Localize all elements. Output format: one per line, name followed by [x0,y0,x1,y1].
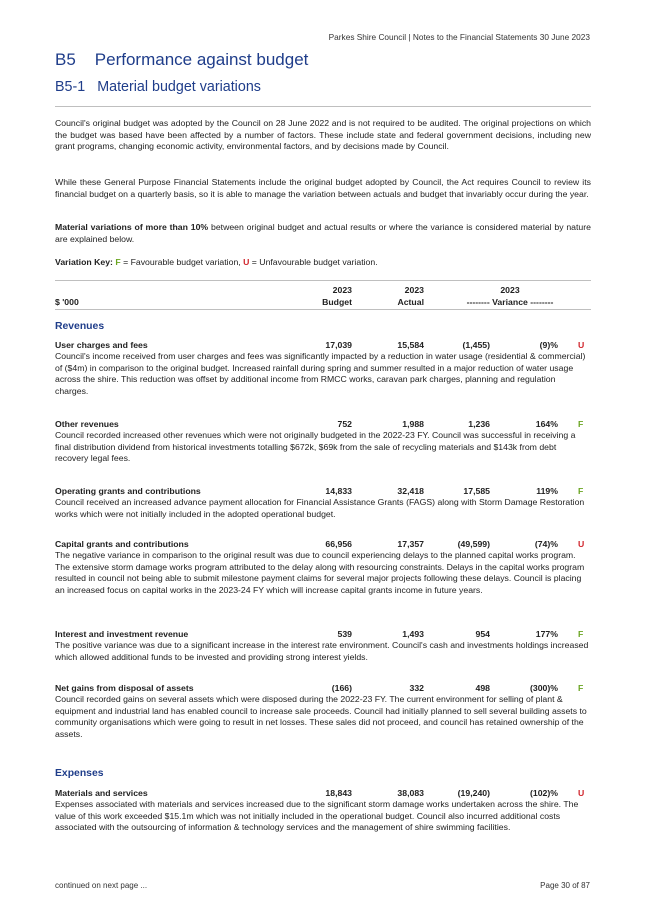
section-heading [55,50,308,70]
row-flag: U [578,340,585,350]
running-header: Parkes Shire Council | Notes to the Financial Statements 30 June 2023 [328,32,590,42]
col-variance-header: -------- Variance -------- [466,297,554,307]
subsection-number: B5-1 [55,79,86,95]
row-variance: 17,585 [463,486,490,496]
row-variance-pct: 164% [535,419,558,429]
key-f-text: = Favourable budget variation, [120,257,244,267]
row-variance-pct: (74)% [534,539,558,549]
row-variance-pct: (9)% [539,340,558,350]
row-budget: 14,833 [325,486,352,496]
row-actual: 1,493 [402,629,424,639]
row-actual: 1,988 [402,419,424,429]
table-top-rule [55,280,591,281]
section-title: Performance against budget [94,50,309,69]
page-number: Page 30 of 87 [540,881,590,890]
row-budget: 539 [337,629,352,639]
row-description: Council received an increased advance payment allocation for Financial Assistance Grants (FAGS) along with Storm Damage Restoration works which were not initially included in the adopted operational budget. [55,497,585,519]
row-label: Net gains from disposal of assets [55,683,194,693]
row-actual: 32,418 [397,486,424,496]
section-number: B5 [55,50,76,69]
row-variance: (49,599) [457,539,490,549]
row-actual: 38,083 [397,788,424,798]
continued-note: continued on next page ... [55,881,148,890]
row-label: User charges and fees [55,340,148,350]
variation-key [55,257,591,269]
row-budget: 752 [337,419,352,429]
revenues-heading: Revenues [55,321,105,332]
key-u-letter: U [243,257,250,267]
col-budget-year: 2023 [332,285,352,295]
row-actual: 15,584 [397,340,424,350]
row-label: Other revenues [55,419,119,429]
unit-label: $ '000 [55,297,79,307]
row-flag: U [578,788,585,798]
col-actual-year: 2023 [404,285,424,295]
row-flag: F [578,486,584,496]
row-variance-pct: (300)% [529,683,558,693]
intro-paragraph-3 [55,222,591,245]
row-variance-pct: 119% [536,486,558,496]
row-description: Council's income received from user charges and fees was significantly impacted by a reduction in water usage (residential & commercial) of ($4m) in comparison to the original budget. Increased rainfall during spring and summer resulted in a major reduction of water usage across the shire. This reduction was offset by additional income from RMCC works, caravan park charges, planning and regulation charges. [55,351,586,396]
subsection-title: Material budget variations [97,79,261,95]
row-flag: F [578,683,584,693]
row-variance: (19,240) [457,788,490,798]
row-flag: F [578,419,584,429]
row-budget: 66,956 [325,539,352,549]
key-u-text: = Unfavourable budget variation. [249,257,378,267]
heading-divider [55,106,591,107]
row-variance: (1,455) [462,340,490,350]
col-actual-header: Actual [397,297,424,307]
material-variations-rest: between original budget and actual results or where the variance is considered material by nature are explained below. [55,222,591,244]
row-variance-pct: 177% [535,629,558,639]
material-variations-bold: Material variations of more than 10% [55,222,209,232]
key-f-letter: F [115,257,121,267]
row-description: The positive variance was due to a significant increase in the interest rate environment. Council's cash and investments holdings increased which allowed additional funds to be invested and providing strong interest yields. [55,640,589,662]
row-budget: (166) [331,683,352,693]
expenses-heading: Expenses [55,768,104,779]
row-variance-pct: (102)% [529,788,558,798]
row-description: Council recorded increased other revenues which were not originally budgeted in the 2022-23 FY. Council was successful in receiving a final distribution dividend from historical investments totalling $672k, $69k from the sale of recycling materials and $143k from debt recovery legal fees. [55,430,576,463]
row-description: Council recorded gains on several assets which were disposed during the 2022-23 FY. The current environment for selling of plant & equipment and industrial land has enabled council to increase sale proceeds. Council had initially planned to sell several building assets to community organisations which were going to result in net losses. These sales did not proceed, and council has retained ownership of the assets. [55,694,587,739]
row-variance: 954 [475,629,490,639]
row-variance: 1,236 [468,419,490,429]
row-actual: 17,357 [397,539,424,549]
row-label: Interest and investment revenue [55,629,189,639]
variation-key-label: Variation Key: [55,257,113,267]
row-label: Capital grants and contributions [55,539,189,549]
col-budget-header: Budget [322,297,352,307]
subsection-heading [55,79,261,95]
row-budget: 18,843 [325,788,352,798]
table-header-rule [55,309,591,310]
row-description: The negative variance in comparison to the original result was due to council experiencing delays to the planned capital works program. The extensive storm damage works program attributed to the delay along with resourcing constraints. Delays in the capital works program resulted in council not being able to submit milestone payment claims for several major projects following these delays. Council is placing an increased focus on capital works in the 2023-24 FY which will increase capital grants income in future years. [55,550,585,595]
row-flag: U [578,539,585,549]
col-variance-year: 2023 [500,285,520,295]
row-variance: 498 [475,683,490,693]
row-label: Materials and services [55,788,148,798]
row-description: Expenses associated with materials and services increased due to the significant storm damage works undertaken across the shire. The value of this work exceeded $15.1m which was not initially included in the operational budget. Council also incurred additional costs associated with the outsourcing of information & technology services and the management of shire swimming facilities. [55,799,579,832]
row-label: Operating grants and contributions [55,486,201,496]
intro-paragraph-2: While these General Purpose Financial Statements include the original budget adopted by Council, the Act requires Council to review its financial budget on a quarterly basis, so it is able to manage the variation between actuals and budget that invariably occur during the year. [55,177,591,199]
row-actual: 332 [409,683,424,693]
row-flag: F [578,629,584,639]
row-budget: 17,039 [325,340,352,350]
intro-paragraph-1: Council's original budget was adopted by the Council on 28 June 2022 and is not required to be audited. The original projections on which the budget was based have been affected by a number of factors. These include state and federal government decisions, including new grant programs, changing economic activity, environmental factors, and by decisions made by Council. [55,118,591,152]
